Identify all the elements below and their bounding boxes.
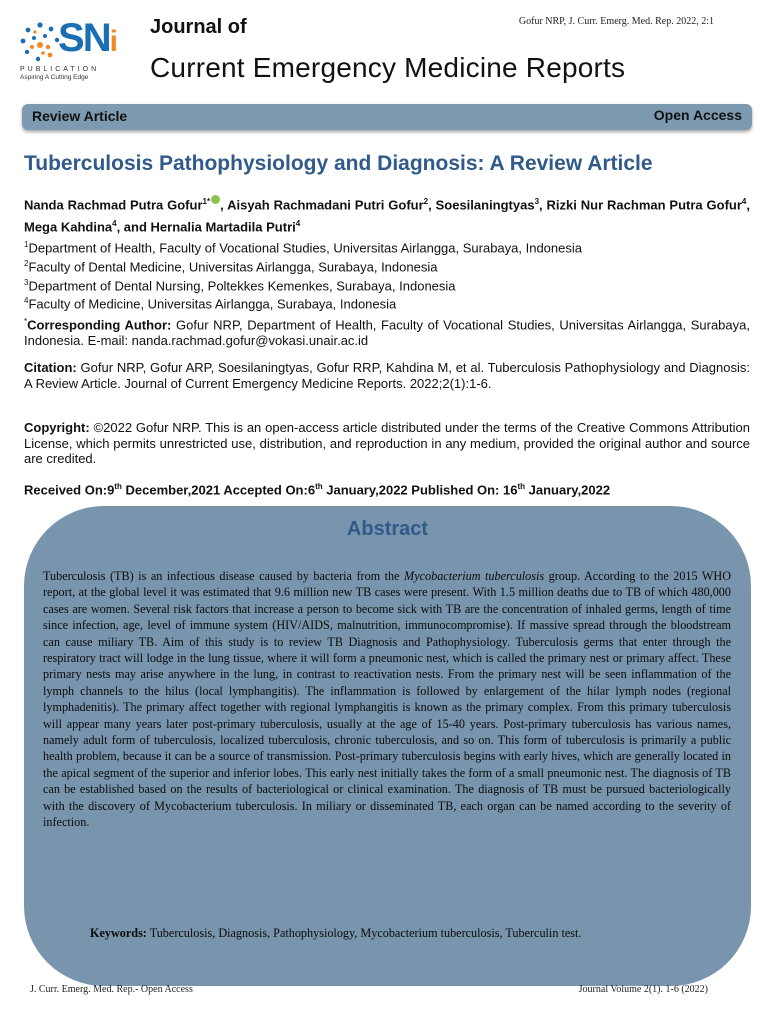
- copyright-label: Copyright:: [24, 420, 90, 435]
- affiliations: [24, 237, 750, 312]
- corresponding-label: Corresponding Author:: [27, 317, 172, 333]
- author-name: , Rizki Nur Rachman Putra Gofur: [539, 197, 742, 213]
- affiliation-number: 2: [24, 258, 29, 268]
- abstract-heading: Abstract: [346, 518, 429, 540]
- author-name: , Aisyah Rachmadani Putri Gofur: [220, 197, 424, 213]
- received-date: Received On:9: [24, 482, 115, 498]
- affiliation-text: Department of Dental Nursing, Poltekkes Kemenkes, Surabaya, Indonesia: [28, 277, 456, 293]
- article-type-label: Review Article: [32, 108, 128, 124]
- abstract-text-part: group. According to the 2015 WHO report, at the global level it was estimated that 9.6 million new TB cases were present. With 1.5 million deaths due to TB of which 480,000 cases are women. Several risk factors that increase a person to become sick with TB are the concentration of inhaled germs, length of time since infection, age, level of immune system (HIV/AIDS, malnutrition, immunocompromise). If massive spread through the bloodstream can cause miliary TB. Aim of this study is to review TB Diagnosis and Pathophysiology. Tuberculosis germs that enter through the respiratory tract will lodge in the lung tissue, where it will form a pneumonic nest, which is called the primary nest or primary affect. These primary nests may arise anywhere in the lung, in contrast to reactivation nests. From the primary nest will be seen inflammation of the lymph channels to the hilus (local lymphangitis). The inflammation is followed by enlargement of the hilar lymph nodes (regional lymphadenitis). The primary affect together with regional lymphangitis is known as the primary complex. From this primary tuberculosis will appear many years later post-primary tuberculosis, usually at the age of 15-40 years. Post-primary tuberculosis has various names, namely adult form of tuberculosis, localized tuberculosis, chronic tuberculosis, and so on. This form of tuberculosis is primarily a public health problem, because it can be a source of transmission. Post-primary tuberculosis begins with early hives, which are generally located in the apical segment of the superior and inferior lobes. This early nest initially takes the form of a small pneumonic nest. The diagnosis of TB can be established based on the results of bacteriological or clinical examination. The diagnosis of TB must be pursued bacteriologically with the discovery of Mycobacterium tuberculosis. In miliary or disseminated TB, each organ can be named according to the severity of infection.: [43, 569, 732, 830]
- citation-label: Citation:: [24, 360, 77, 375]
- affiliation-item: [24, 293, 750, 312]
- date-superscript: th: [315, 482, 323, 491]
- affiliation-text: Faculty of Dental Medicine, Universitas Airlangga, Surabaya, Indonesia: [28, 259, 438, 275]
- author-superscript: 3: [534, 197, 540, 206]
- copyright-block: [24, 420, 750, 467]
- affiliation-item: [24, 275, 750, 294]
- affiliation-item: [24, 256, 750, 275]
- abstract-text-part: Tuberculosis (TB) is an infectious disease caused by bacteria from the: [43, 569, 405, 583]
- published-date-rest: January,2022: [525, 482, 611, 498]
- logo-tagline: Aspiring A Cutting Edge: [20, 74, 89, 81]
- keywords-label: Keywords:: [90, 926, 147, 940]
- affiliation-text: Faculty of Medicine, Universitas Airlangga, Surabaya, Indonesia: [28, 296, 397, 312]
- accepted-date: December,2021 Accepted On:6: [121, 482, 316, 498]
- abstract-italic-term: Mycobacterium tuberculosis: [404, 569, 545, 583]
- logo-publication-text: PUBLICATION: [20, 66, 100, 73]
- keywords: [90, 926, 730, 941]
- author-superscript: 2: [423, 197, 429, 206]
- affiliation-number: 4: [24, 296, 29, 306]
- author-superscript: 4: [295, 219, 301, 229]
- logo-dots-icon: [18, 20, 62, 64]
- author-name: , Soesilaningtyas: [428, 197, 535, 213]
- citation-block: [24, 360, 750, 391]
- author-superscript: 1*: [202, 197, 211, 206]
- logo-sn-mark: SNi: [58, 16, 116, 60]
- footer-journal: J. Curr. Emerg. Med. Rep.- Open Access: [30, 984, 193, 995]
- affiliation-item: [24, 237, 750, 256]
- affiliation-number: 1: [24, 240, 29, 249]
- keywords-text: Tuberculosis, Diagnosis, Pathophysiology, Mycobacterium tuberculosis, Tuberculin test.: [146, 926, 582, 940]
- header-citation: Gofur NRP, J. Curr. Emerg. Med. Rep. 2022, 2:1: [518, 16, 714, 27]
- author-list: [24, 192, 750, 237]
- published-date: January,2022 Published On: 16: [322, 482, 518, 498]
- journal-of-label: Journal of: [150, 16, 247, 38]
- article-title: Tuberculosis Pathophysiology and Diagnosis: A Review Article: [24, 152, 653, 175]
- article-type-bar: [22, 104, 752, 130]
- date-superscript: th: [114, 482, 122, 491]
- orcid-icon[interactable]: [211, 195, 220, 204]
- affiliation-text: Department of Health, Faculty of Vocational Studies, Universitas Airlangga, Surabaya, Indonesia: [28, 240, 582, 256]
- publisher-logo: [18, 14, 118, 84]
- copyright-text: ©2022 Gofur NRP. This is an open-access article distributed under the terms of the Creative Commons Attribution License, which permits unrestricted use, distribution, and reproduction in any medium, provided the original author and source are credited.: [24, 420, 750, 466]
- footer-volume: Journal Volume 2(1). 1-6 (2022): [578, 984, 708, 995]
- author-name: Nanda Rachmad Putra Gofur: [24, 197, 203, 213]
- author-superscript: 4: [741, 197, 747, 206]
- corresponding-star: *: [24, 317, 28, 326]
- abstract-box: [24, 506, 751, 986]
- open-access-label: Open Access: [653, 107, 742, 123]
- author-superscript: 4: [112, 219, 117, 229]
- journal-name: Current Emergency Medicine Reports: [150, 52, 626, 83]
- corresponding-author: [24, 314, 750, 348]
- author-name: , and Hernalia Martadila Putri: [116, 219, 296, 235]
- citation-text: Gofur NRP, Gofur ARP, Soesilaningtyas, Gofur RRP, Kahdina M, et al. Tuberculosis Pathophysiology and Diagnosis: A Review Article. Journal of Current Emergency Medicine Reports. 2022;2(1):1-6.: [24, 360, 750, 391]
- abstract-text: [43, 568, 731, 831]
- corresponding-text[interactable]: Gofur NRP, Department of Health, Faculty of Vocational Studies, Universitas Airlangga, Surabaya, Indonesia. E-mail: nanda.rachmad.gofur@vokasi.unair.ac.id: [24, 317, 750, 348]
- author-name: , Mega Kahdina: [24, 197, 750, 235]
- article-dates: [24, 482, 754, 497]
- date-superscript: th: [517, 482, 526, 491]
- affiliation-number: 3: [24, 277, 29, 287]
